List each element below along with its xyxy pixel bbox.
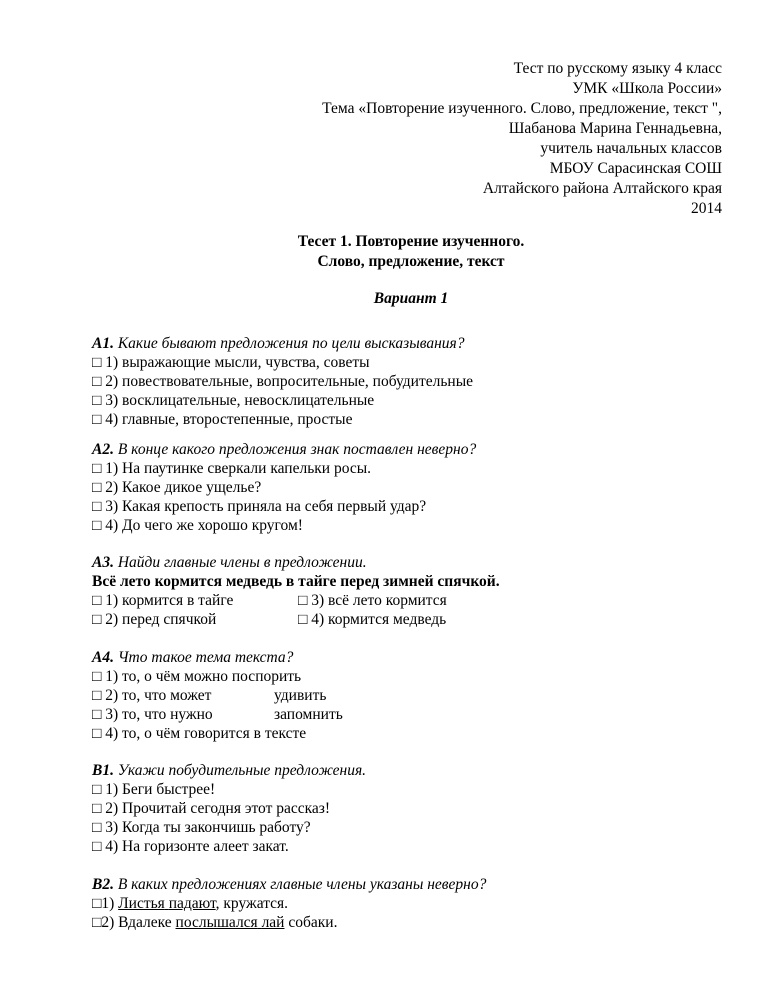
test-title-line2: Слово, предложение, текст: [317, 253, 505, 270]
answer-option[interactable]: □ 3) Когда ты закончишь работу?: [92, 819, 311, 836]
question-number: А2.: [92, 441, 114, 458]
answer-option[interactable]: □ 1) кормится в тайге: [92, 592, 234, 609]
question-prompt: В каких предложениях главные члены указаны неверно?: [117, 876, 487, 893]
question-a1: [92, 334, 732, 429]
variant-heading: Вариант 1: [373, 290, 449, 307]
answer-option[interactable]: □ 4) кормится медведь: [298, 611, 447, 628]
options-row: [92, 591, 732, 610]
question-text: [92, 875, 732, 894]
answer-option[interactable]: □ 1) Беги быстрее!: [92, 781, 216, 798]
question-text: [92, 761, 732, 780]
answer-option[interactable]: □ 4) До чего же хорошо кругом!: [92, 517, 303, 534]
header-line: учитель начальных классов: [540, 140, 722, 157]
header-line: УМК «Школа России»: [572, 80, 722, 97]
question-prompt: Найди главные члены в предложении.: [117, 554, 367, 571]
answer-option[interactable]: [92, 705, 732, 724]
question-text: [92, 553, 732, 572]
answer-option[interactable]: □ 4) На горизонте алеет закат.: [92, 838, 289, 855]
question-b1: [92, 761, 732, 856]
predicate-underlined: падают: [168, 895, 216, 912]
question-number: А4.: [92, 649, 114, 666]
answer-option[interactable]: □ 1) то, о чём можно поспорить: [92, 668, 302, 685]
answer-option[interactable]: □ 4) то, о чём говорится в тексте: [92, 725, 307, 742]
answer-option-part: □ 2) то, что может: [92, 687, 212, 704]
answer-option[interactable]: □ 1) выражающие мысли, чувства, советы: [92, 354, 370, 371]
answer-option[interactable]: □ 2) Какое дикое ущелье?: [92, 479, 262, 496]
question-a2: [92, 440, 732, 535]
answer-option[interactable]: [92, 894, 732, 913]
question-number: А3.: [92, 554, 114, 571]
header-line: Шабанова Марина Геннадьевна,: [508, 120, 722, 137]
test-title-line1: Тесет 1. Повторение изученного.: [297, 233, 525, 250]
answer-option[interactable]: [92, 913, 732, 932]
header-line: Тема «Повторение изученного. Слово, предложение, текст ",: [322, 100, 722, 117]
answer-option[interactable]: □ 3) восклицательные, невосклицательные: [92, 392, 375, 409]
header-line: Тест по русскому языку 4 класс: [513, 60, 722, 77]
answer-option-part: □ 3) то, что нужно: [92, 706, 213, 723]
question-a3: [92, 553, 732, 629]
question-text: [92, 648, 732, 667]
header-line: МБОУ Сарасинская СОШ: [549, 160, 722, 177]
question-number: А1.: [92, 335, 114, 352]
option-rest: , кружатся.: [215, 895, 289, 912]
question-number: В2.: [92, 876, 114, 893]
question-prompt: Укажи побудительные предложения.: [117, 762, 367, 779]
answer-option[interactable]: □ 1) На паутинке сверкали капельки росы.: [92, 460, 372, 477]
question-prompt: Что такое тема текста?: [117, 649, 294, 666]
option-rest: собаки.: [284, 914, 338, 931]
answer-option[interactable]: □ 4) главные, второстепенные, простые: [92, 411, 353, 428]
test-title: [0, 232, 768, 272]
predicate-underlined: послышался: [175, 914, 258, 931]
analysis-sentence: Всё лето кормится медведь в тайге перед зимней спячкой.: [92, 573, 500, 590]
question-number: В1.: [92, 762, 114, 779]
answer-option[interactable]: □ 3) Какая крепость приняла на себя первый удар?: [92, 498, 427, 515]
answer-option[interactable]: □ 3) всё лето кормится: [298, 592, 447, 609]
subject-underlined: лай: [261, 914, 285, 931]
answer-option[interactable]: □ 2) повествовательные, вопросительные, побудительные: [92, 373, 474, 390]
document-header: [322, 59, 722, 219]
question-b2: [92, 875, 732, 932]
subject-underlined: Листья: [118, 895, 165, 912]
question-a4: [92, 648, 732, 743]
question-prompt: Какие бывают предложения по цели высказывания?: [117, 335, 465, 352]
answer-option[interactable]: □ 2) Прочитай сегодня этот рассказ!: [92, 800, 331, 817]
answer-option[interactable]: [92, 686, 732, 705]
header-line: 2014: [691, 200, 722, 217]
answer-option[interactable]: □ 2) перед спячкой: [92, 611, 217, 628]
option-prefix: □2) Вдалеке: [92, 914, 176, 931]
question-prompt: В конце какого предложения знак поставлен неверно?: [117, 441, 477, 458]
answer-option-part: удивить: [274, 687, 327, 704]
answer-option-part: запомнить: [274, 706, 343, 723]
header-line: Алтайского района Алтайского края: [482, 180, 722, 197]
question-text: [92, 334, 732, 353]
option-prefix: □1): [92, 895, 119, 912]
question-text: [92, 440, 732, 459]
options-row: [92, 610, 732, 629]
